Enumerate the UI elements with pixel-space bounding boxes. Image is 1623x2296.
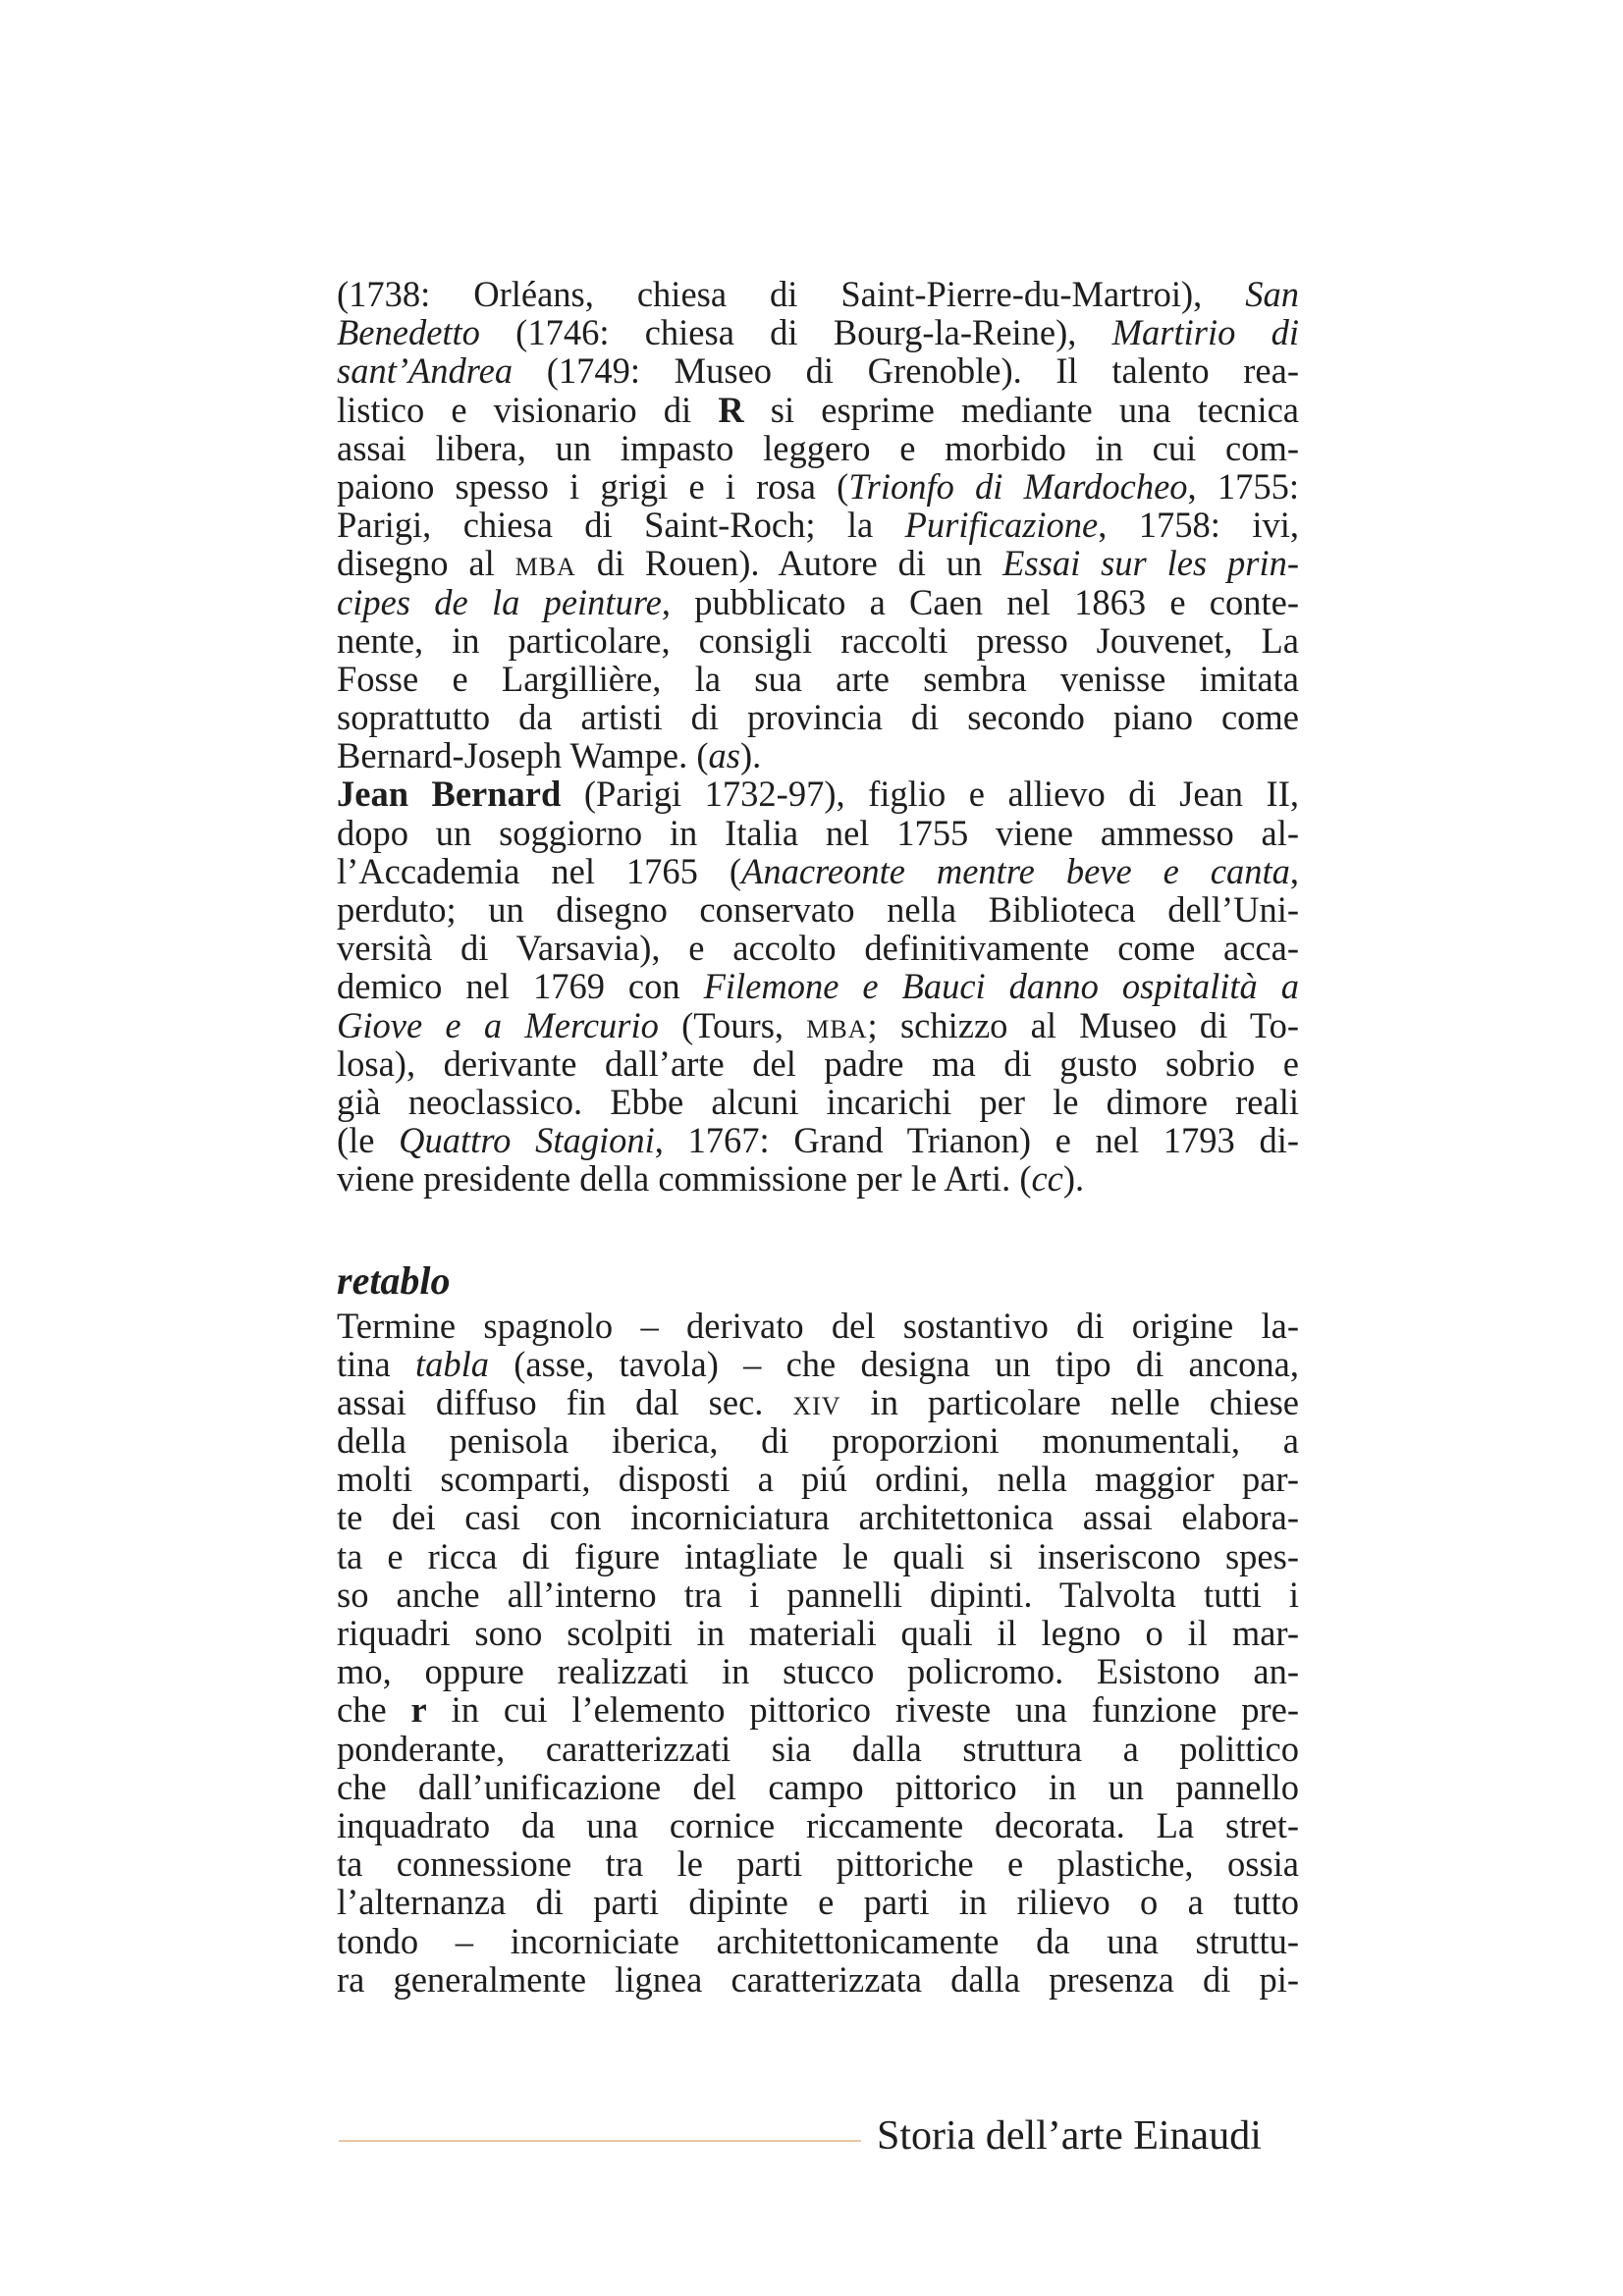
text-line [337,275,1299,313]
italic-title: sant’Andrea [337,350,514,392]
text-run: demico nel 1769 con [337,966,704,1007]
author-initials: cc [1031,1158,1063,1200]
section-gap [337,1199,1299,1257]
italic-title: Purificazione [904,505,1099,546]
entry-retablo [337,1257,1299,1999]
text-run: in particolare nelle chiese [840,1381,1299,1422]
text-run: , 1758: ivi, [1098,505,1299,546]
text-line: riquadri sono scolpiti in materiali quali il legno o il mar- [337,1613,1299,1653]
text-run: , [1289,850,1299,891]
text-line: ta e ricca di figure intagliate le quali si inseriscono spes- [337,1535,1299,1576]
text-line [337,1690,1299,1729]
text-line: losa), derivante dall’arte del padre ma di gusto sobrio e [337,1042,1299,1084]
text-line: l’alternanza di parti dipinte e parti in rilievo o a tutto [337,1882,1299,1923]
text-line [337,736,1299,774]
text-run: , 1755: [1187,465,1299,507]
italic-title: Giove e a Mercurio [337,1004,659,1045]
text-line [337,391,1299,429]
small-caps-abbreviation: mba [514,543,576,584]
text-run: ; schizzo al Museo di To- [867,1004,1300,1045]
text-line: assai libera, un impasto leggero e morbido in cui com- [337,427,1299,468]
text-line: molti scomparti, disposti a piú ordini, nella maggior par- [337,1459,1299,1500]
italic-title: Benedetto [337,312,480,353]
text-line [337,1159,1299,1198]
bold-abbreviation: R [718,389,744,430]
text-run: assai diffuso fin dal sec. [337,1381,793,1422]
text-line [337,506,1299,544]
text-line: perduto; un disegno conservato nella Biblioteca dell’Uni- [337,889,1299,930]
text-run: Parigi, chiesa di Saint-Roch; la [337,505,905,546]
text-run: tina [337,1343,415,1384]
entry-heading: retablo [337,1257,451,1303]
text-run: l’Accademia nel 1765 ( [337,850,742,891]
text-run: disegno al [337,543,515,584]
text-run: di Rouen). Autore di un [575,543,1003,584]
text-run: (1746: chiesa di Bourg-la-Reine), [479,312,1112,353]
small-caps-abbreviation: mba [806,1004,868,1045]
italic-term: tabla [414,1343,490,1384]
small-caps-numeral: xiv [792,1381,841,1422]
text-run: (1749: Museo di Grenoble). Il talento rea- [513,350,1299,392]
text-line: soprattutto da artisti di provincia di secondo piano come [337,697,1299,738]
text-line [337,1345,1299,1383]
text-line: Fosse e Largillière, la sua arte sembra venisse imitata [337,658,1299,699]
text-line: ponderante, caratterizzati sia dalla struttura a polittico [337,1728,1299,1769]
italic-title: Martirio di [1111,312,1299,353]
text-run: in cui l’elemento pittorico riveste una funzione pre- [426,1689,1300,1731]
text-line: te dei casi con incorniciatura architettonica assai elabora- [337,1497,1299,1538]
text-line: ra generalmente lignea caratterizzata dalla presenza di pi- [337,1958,1299,2000]
text-line: Termine spagnolo – derivato del sostantivo di origine la- [337,1305,1299,1346]
paragraph-continuation [337,275,1299,774]
text-run: si esprime mediante una tecnica [743,389,1300,430]
footer-publication-title: Storia dell’arte Einaudi [877,2113,1262,2159]
text-run: (1738: Orléans, chiesa di Saint-Pierre-du-Martroi), [337,274,1246,314]
text-line: ta connessione tra le parti pittoriche e plastiche, ossia [337,1843,1299,1885]
text-run: ). [1062,1158,1085,1200]
text-run: che [337,1689,411,1731]
italic-title: cipes de la peinture [337,581,662,622]
text-run: , pubblicato a Caen nel 1863 e conte- [661,581,1299,622]
body-text [337,275,1299,1999]
text-line [337,313,1299,351]
text-line [337,852,1299,890]
text-run: (le [337,1120,400,1161]
text-line: so anche all’interno tra i pannelli dipinti. Talvolta tutti i [337,1574,1299,1615]
text-line: della penisola iberica, di proporzioni monumentali, a [337,1420,1299,1462]
footer-rule [339,2140,861,2142]
italic-title: Trionfo di Mardocheo [848,465,1188,507]
text-line: che dall’unificazione del campo pittorico in un pannello [337,1766,1299,1807]
text-line [337,467,1299,506]
text-line: versità di Varsavia), e accolto definitivamente come acca- [337,928,1299,969]
text-run: ). [739,735,762,776]
italic-title: Quattro Stagioni [399,1120,655,1161]
text-line [337,1006,1299,1044]
text-line [337,351,1299,390]
italic-title: Anacreonte mentre beve e canta [741,850,1290,891]
text-line [337,1121,1299,1159]
text-line [337,544,1299,582]
text-run: (asse, tavola) – che designa un tipo di ancona, [489,1343,1299,1384]
paragraph-jean-bernard [337,774,1299,1198]
text-line: già neoclassico. Ebbe alcuni incarichi per le dimore reali [337,1081,1299,1122]
bold-abbreviation: r [410,1689,427,1731]
text-run: (Tours, [658,1004,807,1045]
text-line: mo, oppure realizzati in stucco policromo. Esistono an- [337,1651,1299,1692]
text-line [337,967,1299,1005]
bold-name: Jean Bernard [337,774,562,815]
text-run: (Parigi 1732-97), figlio e allievo di Jean II, [561,774,1299,815]
text-line [337,583,1299,621]
text-run: , 1767: Grand Trianon) e nel 1793 di- [654,1120,1300,1161]
italic-title: Filemone e Bauci danno ospitalità a [703,966,1299,1007]
text-run: listico e visionario di [337,389,719,430]
author-initials: as [708,735,740,776]
italic-title: San [1245,274,1299,314]
text-line: tondo – incorniciate architettonicamente da una struttu- [337,1920,1299,1961]
text-line: inquadrato da una cornice riccamente decorata. La stret- [337,1804,1299,1845]
italic-title: Essai sur les prin- [1002,543,1299,584]
text-line: dopo un soggiorno in Italia nel 1755 viene ammesso al- [337,812,1299,853]
text-run: Bernard-Joseph Wampe. ( [337,735,709,776]
text-run: viene presidente della commissione per le Arti. ( [337,1158,1032,1200]
text-run: paiono spesso i grigi e i rosa ( [337,465,849,507]
text-line [337,1383,1299,1421]
text-line: nente, in particolare, consigli raccolti presso Jouvenet, La [337,619,1299,661]
text-line [337,774,1299,813]
